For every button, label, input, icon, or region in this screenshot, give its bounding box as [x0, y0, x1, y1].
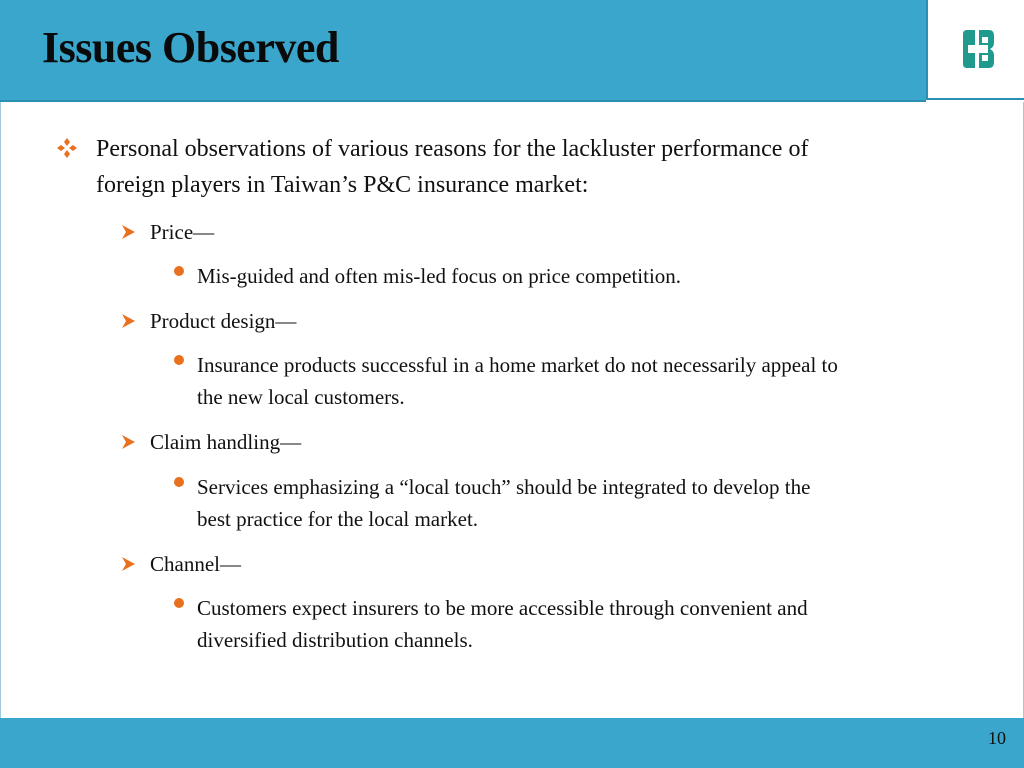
- logo-box: [926, 0, 1024, 100]
- point-heading-claim-handling: Claim handling—: [150, 430, 302, 454]
- point-detail-line: Mis-guided and often mis-led focus on price competition.: [197, 264, 682, 288]
- point-detail-line: diversified distribution channels.: [197, 628, 473, 652]
- footer-banner: [0, 718, 1024, 768]
- point-heading-price: Price—: [150, 220, 215, 244]
- point-detail-line: best practice for the local market.: [197, 507, 479, 531]
- dot-bullet-icon: [174, 477, 184, 487]
- point-detail-line: Customers expect insurers to be more accessible through convenient and: [197, 596, 808, 620]
- arrow-bullet-icon: [120, 556, 136, 572]
- arrow-bullet-icon: [120, 434, 136, 450]
- company-logo-icon: [959, 28, 997, 70]
- dot-bullet-icon: [174, 355, 184, 365]
- dot-bullet-icon: [174, 266, 184, 276]
- slide-title: Issues Observed: [42, 23, 339, 72]
- diamond-bullet-icon: [55, 136, 79, 160]
- point-detail-line: the new local customers.: [197, 385, 405, 409]
- left-border: [0, 102, 1, 718]
- arrow-bullet-icon: [120, 224, 136, 240]
- point-detail-line: Services emphasizing a “local touch” should be integrated to develop the: [197, 475, 811, 499]
- title-banner: [0, 0, 926, 102]
- dot-bullet-icon: [174, 598, 184, 608]
- point-heading-product-design: Product design—: [150, 309, 297, 333]
- arrow-bullet-icon: [120, 313, 136, 329]
- page-number: 10: [988, 728, 1006, 748]
- point-heading-channel: Channel—: [150, 552, 241, 576]
- point-detail-line: Insurance products successful in a home market do not necessarily appeal to: [197, 353, 838, 377]
- intro-line-2: foreign players in Taiwan’s P&C insurance market:: [96, 172, 589, 198]
- intro-line-1: Personal observations of various reasons for the lackluster performance of: [96, 136, 809, 162]
